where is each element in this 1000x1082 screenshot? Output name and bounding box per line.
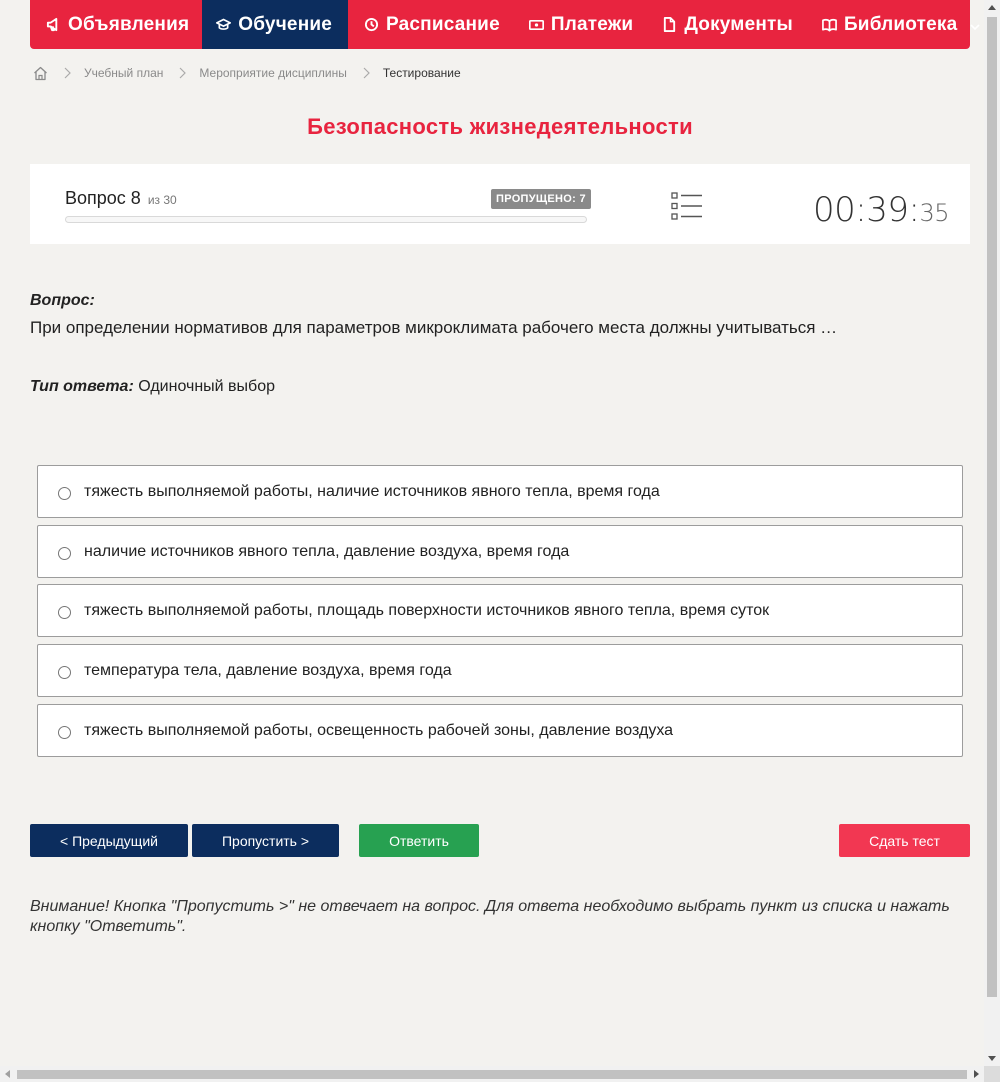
breadcrumb	[33, 64, 461, 82]
chevron-right-icon	[63, 67, 73, 79]
clock-icon	[364, 17, 379, 32]
answer-option[interactable]	[37, 644, 963, 697]
answer-option-label: температура тела, давление воздуха, время года	[84, 661, 452, 679]
megaphone-icon	[46, 17, 61, 32]
nav-item-label: Документы	[684, 13, 793, 35]
nav-item-label: Расписание	[386, 13, 500, 35]
nav-item-announcements[interactable]	[30, 0, 202, 49]
graduation-cap-icon	[216, 17, 231, 32]
timer-seconds: 35	[919, 199, 949, 227]
scroll-right-icon[interactable]	[974, 1070, 979, 1078]
countdown-timer	[813, 190, 949, 230]
question-number: Вопрос 8	[65, 188, 141, 208]
answer-option-label: тяжесть выполняемой работы, площадь поверхности источников явного тепла, время суток	[84, 601, 770, 619]
answer-button[interactable]: Ответить	[359, 824, 479, 857]
breadcrumb-item-discipline-event[interactable]: Мероприятие дисциплины	[199, 66, 347, 80]
question-list-icon[interactable]	[671, 192, 703, 220]
scrollbar-thumb[interactable]	[17, 1070, 967, 1079]
document-icon	[662, 17, 677, 32]
top-nav	[30, 0, 970, 49]
nav-item-library[interactable]	[806, 0, 1000, 49]
scroll-up-icon[interactable]	[988, 5, 996, 10]
progress-bar	[65, 216, 587, 223]
warning-text: Внимание! Кнопка "Пропустить >" не отвечает на вопрос. Для ответа необходимо выбрать пункт из списка и нажать кнопку "Ответить".	[30, 898, 950, 935]
scrollbar-thumb[interactable]	[987, 17, 997, 997]
radio-button[interactable]	[58, 606, 71, 619]
question-total: из 30	[147, 193, 177, 207]
horizontal-scrollbar[interactable]	[0, 1066, 984, 1082]
skip-button[interactable]: Пропустить >	[192, 824, 339, 857]
answer-type-value: Одиночный выбор	[138, 378, 275, 395]
nav-item-label: Объявления	[68, 13, 190, 35]
submit-test-button[interactable]: Сдать тест	[839, 824, 970, 857]
chevron-right-icon	[362, 67, 372, 79]
nav-item-label: Платежи	[550, 13, 634, 35]
answer-option-label: тяжесть выполняемой работы, наличие источников явного тепла, время года	[84, 482, 660, 500]
answer-option[interactable]	[37, 525, 963, 578]
chevron-down-icon	[968, 18, 982, 32]
nav-item-documents[interactable]	[646, 0, 806, 49]
radio-button[interactable]	[58, 487, 71, 500]
chevron-right-icon	[178, 67, 188, 79]
nav-item-schedule[interactable]	[348, 0, 513, 49]
answer-option[interactable]	[37, 465, 963, 518]
answer-option[interactable]	[37, 584, 963, 637]
answer-option-label: тяжесть выполняемой работы, освещенность рабочей зоны, давление воздуха	[84, 721, 674, 739]
previous-button[interactable]: < Предыдущий	[30, 824, 188, 857]
breadcrumb-item-curriculum[interactable]: Учебный план	[84, 66, 164, 80]
book-icon	[822, 17, 837, 32]
test-status-panel	[30, 164, 970, 244]
nav-item-label: Обучение	[238, 13, 333, 35]
scroll-left-icon[interactable]	[5, 1070, 10, 1078]
nav-item-label: Библиотека	[843, 13, 958, 35]
question-heading: Вопрос:	[30, 292, 95, 309]
radio-button[interactable]	[58, 547, 71, 560]
money-icon	[529, 17, 544, 32]
skipped-badge: ПРОПУЩЕНО: 7	[491, 189, 591, 209]
vertical-scrollbar[interactable]	[984, 0, 1000, 1066]
answer-option-label: наличие источников явного тепла, давление воздуха, время года	[84, 542, 570, 560]
radio-button[interactable]	[58, 666, 71, 679]
answer-type	[30, 378, 275, 396]
breadcrumb-item-testing: Тестирование	[382, 66, 461, 80]
scrollbar-corner	[984, 1066, 1000, 1082]
scroll-down-icon[interactable]	[988, 1056, 996, 1061]
page-title: Безопасность жизнедеятельности	[307, 114, 693, 139]
nav-item-payments[interactable]	[513, 0, 646, 49]
answer-type-label: Тип ответа:	[30, 378, 134, 395]
timer-main: 00:39:	[813, 190, 920, 230]
nav-item-learning[interactable]	[202, 0, 348, 49]
question-text: При определении нормативов для параметров микроклимата рабочего места должны учитываться …	[30, 318, 838, 337]
home-icon[interactable]	[33, 66, 48, 81]
radio-button[interactable]	[58, 726, 71, 739]
question-counter	[65, 188, 177, 209]
answer-option[interactable]	[37, 704, 963, 757]
